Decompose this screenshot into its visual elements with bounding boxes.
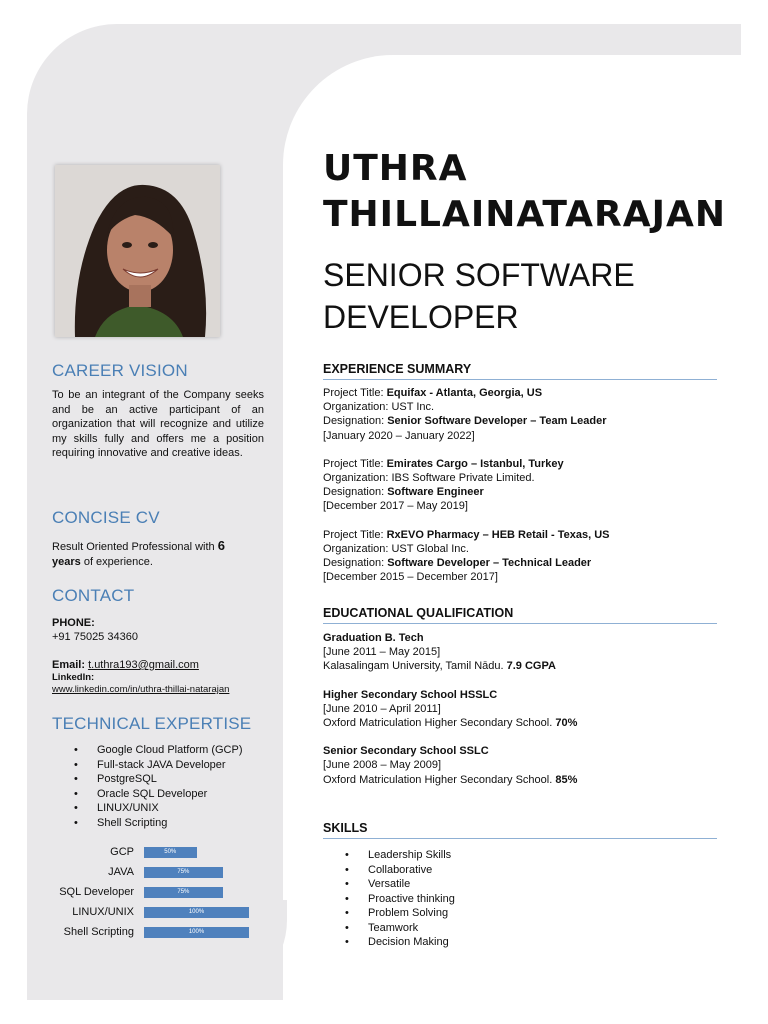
list-item: • PostgreSQL: [52, 772, 282, 787]
technical-expertise-list: [52, 743, 282, 830]
designation-line: [323, 556, 717, 570]
list-item: • Leadership Skills: [323, 848, 717, 863]
organization-label: Organization:: [323, 542, 392, 555]
list-item: • Collaborative: [323, 863, 717, 878]
skills-section: [323, 821, 717, 950]
bar-label: SQL Developer: [59, 886, 134, 898]
list-item: • Full-stack JAVA Developer: [52, 758, 282, 773]
education-heading: Higher Secondary School HSSLC: [323, 688, 498, 701]
list-item: • Shell Scripting: [52, 816, 282, 831]
designation-value: Senior Software Developer – Team Leader: [387, 415, 607, 428]
project-line: [323, 386, 717, 400]
designation-line: [323, 414, 717, 428]
experience-section: [323, 362, 717, 584]
education-entry: [323, 631, 717, 674]
experience-title: EXPERIENCE SUMMARY: [323, 362, 717, 380]
bar-row: [52, 902, 272, 922]
bar-track: [144, 907, 249, 918]
phone-label: PHONE:: [52, 617, 95, 629]
organization-line: [323, 471, 717, 485]
project-title: Emirates Cargo – Istanbul, Turkey: [386, 457, 564, 470]
education-school-line: [323, 773, 717, 787]
bar-fill: 75%: [144, 867, 223, 878]
experience-period: [January 2020 – January 2022]: [323, 429, 475, 442]
project-label: Project Title:: [323, 457, 387, 470]
bar-track: [144, 927, 249, 938]
bar-row: [52, 842, 272, 862]
experience-period: [December 2017 – May 2019]: [323, 500, 468, 513]
bar-label: Shell Scripting: [63, 926, 134, 938]
organization-line: [323, 542, 717, 556]
career-vision-text: To be an integrant of the Company seeks and be an active participant of an organization that will recognize and utilize my skills fully and offers me a position requiring innovative and creative ideas.: [52, 389, 264, 459]
career-vision-section: [52, 361, 264, 461]
experience-entry: [323, 528, 717, 585]
designation-line: [323, 485, 717, 499]
organization-name: IBS Software Private Limited.: [391, 472, 535, 485]
phone-value: +91 75025 34360: [52, 631, 138, 643]
list-item: • Teamwork: [323, 921, 717, 936]
bar-label: LINUX/UNIX: [72, 906, 134, 918]
education-heading: Graduation B. Tech: [323, 632, 424, 644]
education-school: Oxford Matriculation Higher Secondary School.: [323, 717, 556, 730]
concise-cv-title: CONCISE CV: [52, 508, 160, 527]
project-label: Project Title:: [323, 387, 387, 399]
bar-track: [144, 867, 249, 878]
bar-fill: 75%: [144, 887, 223, 898]
education-entry: [323, 744, 717, 787]
concise-cv-years-word: years: [52, 556, 81, 568]
role-line-1: SENIOR SOFTWARE: [323, 257, 635, 293]
bar-track: [144, 847, 249, 858]
header: [323, 146, 726, 338]
bar-fill: 100%: [144, 927, 249, 938]
project-title: RxEVO Pharmacy – HEB Retail - Texas, US: [386, 528, 610, 541]
concise-cv-years-number: 6: [217, 538, 225, 553]
technical-expertise-section: [52, 714, 282, 830]
education-score: 7.9 CGPA: [506, 660, 556, 673]
designation-label: Designation:: [323, 415, 388, 428]
bar-row: [52, 882, 272, 902]
profile-photo: [55, 165, 220, 337]
bar-row: [52, 862, 272, 882]
skills-list: [323, 848, 717, 950]
education-school-line: [323, 659, 717, 673]
education-list: [323, 631, 717, 787]
education-period: [June 2008 – May 2009]: [323, 759, 442, 772]
education-title: EDUCATIONAL QUALIFICATION: [323, 606, 717, 624]
education-score: 85%: [555, 773, 578, 786]
list-item: • LINUX/UNIX: [52, 801, 282, 816]
organization-name: UST Inc.: [391, 401, 435, 414]
first-name: UTHRA: [323, 148, 468, 189]
skill-bar-chart: [52, 842, 272, 942]
concise-cv-text-before: Result Oriented Professional with: [52, 541, 218, 553]
list-item: • Versatile: [323, 877, 717, 892]
technical-expertise-title: TECHNICAL EXPERTISE: [52, 714, 252, 733]
organization-label: Organization:: [323, 401, 392, 414]
contact-section: [52, 586, 264, 696]
role-line-2: DEVELOPER: [323, 299, 519, 335]
bar-label: GCP: [110, 846, 134, 858]
project-line: [323, 528, 717, 542]
list-item: • Oracle SQL Developer: [52, 787, 282, 802]
concise-cv-text-after: of experience.: [80, 556, 153, 568]
list-item: • Proactive thinking: [323, 892, 717, 907]
linkedin-link[interactable]: www.linkedin.com/in/uthra-thillai-natarajan: [52, 684, 230, 695]
education-heading: Senior Secondary School SSLC: [323, 745, 489, 758]
designation-label: Designation:: [323, 486, 388, 499]
email-link[interactable]: t.uthra193@gmail.com: [88, 659, 199, 671]
project-label: Project Title:: [323, 528, 387, 541]
bar-fill: 100%: [144, 907, 249, 918]
bar-row: [52, 922, 272, 942]
experience-entry: [323, 457, 717, 514]
bar-fill: 50%: [144, 847, 197, 858]
linkedin-label: LinkedIn:: [52, 672, 95, 683]
concise-cv-section: [52, 508, 264, 570]
education-period: [June 2011 – May 2015]: [323, 646, 441, 659]
education-school: Kalasalingam University, Tamil Nādu.: [323, 660, 507, 673]
list-item: • Problem Solving: [323, 906, 717, 921]
organization-line: [323, 400, 717, 414]
bar-label: JAVA: [108, 866, 134, 878]
list-item: • Decision Making: [323, 935, 717, 950]
email-label: Email:: [52, 659, 86, 671]
education-school: Oxford Matriculation Higher Secondary School.: [323, 773, 556, 786]
project-title: Equifax - Atlanta, Georgia, US: [386, 387, 543, 399]
education-score: 70%: [555, 717, 578, 730]
education-school-line: [323, 716, 717, 730]
education-entry: [323, 688, 717, 731]
career-vision-title: CAREER VISION: [52, 361, 188, 380]
list-item: • Google Cloud Platform (GCP): [52, 743, 282, 758]
designation-value: Software Engineer: [387, 486, 484, 499]
concise-cv-text: [52, 538, 264, 570]
designation-value: Software Developer – Technical Leader: [387, 557, 592, 570]
bar-track: [144, 887, 249, 898]
education-section: [323, 606, 717, 787]
last-name: THILLAINATARAJAN: [323, 194, 726, 235]
designation-label: Designation:: [323, 557, 388, 570]
contact-title: CONTACT: [52, 586, 135, 605]
experience-entry: [323, 386, 717, 443]
project-line: [323, 457, 717, 471]
organization-name: UST Global Inc.: [391, 542, 469, 555]
experience-list: [323, 386, 717, 584]
organization-label: Organization:: [323, 472, 392, 485]
skills-title: SKILLS: [323, 821, 717, 839]
education-period: [June 2010 – April 2011]: [323, 702, 441, 715]
experience-period: [December 2015 – December 2017]: [323, 571, 498, 584]
